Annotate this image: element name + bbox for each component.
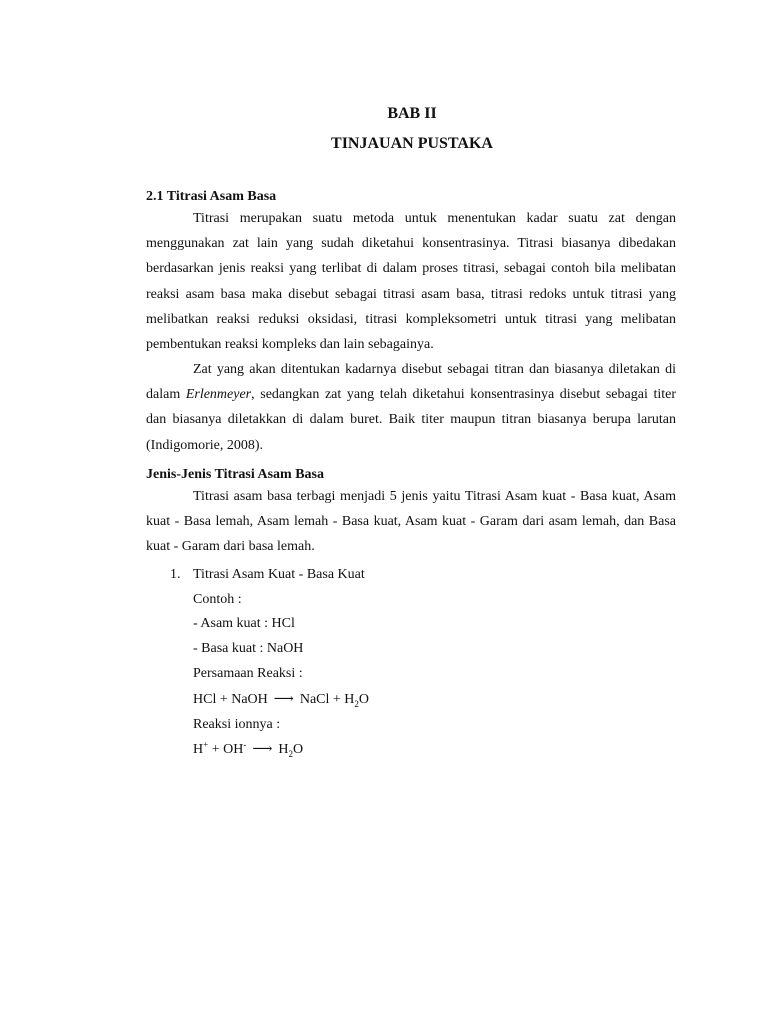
contoh-label: Contoh : — [193, 592, 242, 607]
reaction-equation — [193, 691, 369, 709]
hydrogen-charge: + — [203, 739, 209, 750]
section-paragraph-1: Titrasi merupakan suatu metoda untuk menentukan kadar suatu zat dengan menggunakan zat lain yang sudah diketahui konsentrasinya. Titrasi biasanya dibedakan berdasarkan jenis reaksi yang terlibat di dalam proses titrasi, sebagai contoh bila melibatan reaksi asam basa maka disebut sebagai titrasi asam basa, titrasi redoks untuk titrasi yang melibatkan reaksi reduksi oksidasi, titrasi kompleksometri untuk titrasi yang melibatan pembentukan reaksi kompleks dan lain sebagainya. — [146, 211, 676, 353]
reaction-equation-label: Persamaan Reaksi : — [193, 666, 303, 681]
equation-product: NaCl + H — [299, 692, 355, 707]
hydrogen-ion: H — [193, 742, 204, 757]
subsection-heading: Jenis-Jenis Titrasi Asam Basa — [146, 467, 325, 482]
water-subscript: 2 — [288, 748, 294, 759]
list-number: 1. — [170, 567, 181, 582]
ionic-equation — [193, 741, 303, 759]
paragraph-2-text-end: , sedangkan zat yang telah diketahui konsentrasinya disebut sebagai titer dan biasanya diletakkan di dalam buret. Baik titer maupun titran biasanya berupa larutan (Indigomorie, 2008). — [146, 387, 676, 453]
chapter-label: BAB II — [387, 105, 437, 122]
equation-subscript: 2 — [354, 698, 359, 709]
ionic-arrow-icon: ⟶ — [252, 742, 273, 757]
equation-reactants: HCl + NaOH — [193, 692, 268, 707]
equation-product-end: O — [358, 692, 370, 707]
strong-acid-example: - Asam kuat : HCl — [193, 616, 295, 631]
paragraph-2-text-start: Zat yang akan ditentukan kadarnya disebut sebagai titran dan biasanya diletakan di dalam — [146, 362, 676, 403]
subsection-paragraph: Titrasi asam basa terbagi menjadi 5 jenis yaitu Titrasi Asam kuat - Basa kuat, Asam kuat - Basa lemah, Asam lemah - Basa kuat, Asam kuat - Garam dari asam lemah, dan Basa kuat - Garam dari basa lemah. — [146, 489, 676, 555]
water-product: H — [278, 742, 289, 757]
strong-base-example: - Basa kuat : NaOH — [193, 641, 304, 656]
section-paragraph-2 — [146, 357, 676, 458]
hydroxide-ion: + OH — [208, 742, 244, 757]
erlenmeyer-term: Erlenmeyer — [185, 387, 252, 403]
reaction-arrow-icon: ⟶ — [273, 692, 294, 707]
ionic-reaction-label: Reaksi ionnya : — [193, 717, 281, 732]
list-item-title: Titrasi Asam Kuat - Basa Kuat — [193, 567, 365, 582]
hydroxide-charge: - — [243, 739, 247, 750]
water-product-end: O — [293, 742, 304, 757]
section-heading: 2.1 Titrasi Asam Basa — [146, 189, 277, 204]
chapter-title: TINJAUAN PUSTAKA — [331, 135, 493, 152]
